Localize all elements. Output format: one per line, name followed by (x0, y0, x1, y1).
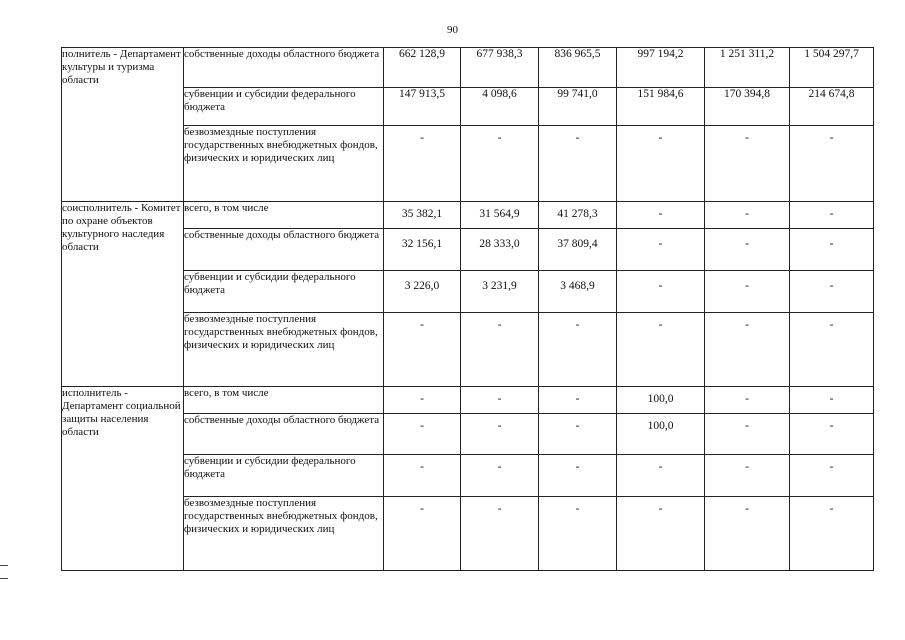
table-row (62, 497, 874, 571)
value-cell: - (539, 313, 617, 387)
value-cell: - (790, 229, 874, 271)
source-cell: всего, в том числе (184, 202, 384, 229)
value-cell: - (790, 414, 874, 455)
value-cell: - (790, 271, 874, 313)
table-row (62, 88, 874, 126)
value-cell: - (617, 202, 705, 229)
value-cell: 662 128,9 (384, 48, 461, 88)
value-cell: - (384, 455, 461, 497)
source-cell: безвозмездные поступления государственных внебюджетных фондов, физических и юридических лиц (184, 497, 384, 571)
value-cell: - (705, 229, 790, 271)
value-cell: - (461, 497, 539, 571)
value-cell: 3 226,0 (384, 271, 461, 313)
table-row (62, 313, 874, 387)
executor-cell: полнитель - Департамент культуры и туризма области (62, 48, 184, 202)
value-cell: - (539, 497, 617, 571)
value-cell: - (705, 414, 790, 455)
source-cell: субвенции и субсидии федерального бюджета (184, 88, 384, 126)
funding-table (61, 47, 874, 571)
value-cell: - (705, 387, 790, 414)
value-cell: - (617, 313, 705, 387)
executor-cell: исполнитель - Департамент социальной защиты населения области (62, 387, 184, 571)
value-cell: - (461, 414, 539, 455)
value-cell: - (790, 313, 874, 387)
value-cell: - (705, 497, 790, 571)
value-cell: - (705, 313, 790, 387)
value-cell: 37 809,4 (539, 229, 617, 271)
table-row (62, 126, 874, 202)
value-cell: 41 278,3 (539, 202, 617, 229)
source-cell: субвенции и субсидии федерального бюджета (184, 455, 384, 497)
value-cell: 3 468,9 (539, 271, 617, 313)
value-cell: - (705, 271, 790, 313)
table-row (62, 387, 874, 414)
value-cell: 1 251 311,2 (705, 48, 790, 88)
value-cell: - (539, 414, 617, 455)
value-cell: 147 913,5 (384, 88, 461, 126)
value-cell: - (617, 229, 705, 271)
value-cell: 35 382,1 (384, 202, 461, 229)
value-cell: - (705, 126, 790, 202)
table-row (62, 414, 874, 455)
value-cell: - (790, 387, 874, 414)
table-row (62, 229, 874, 271)
value-cell: 28 333,0 (461, 229, 539, 271)
source-cell: безвозмездные поступления государственных внебюджетных фондов, физических и юридических лиц (184, 313, 384, 387)
value-cell: - (617, 126, 705, 202)
value-cell: 836 965,5 (539, 48, 617, 88)
value-cell: 3 231,9 (461, 271, 539, 313)
value-cell: - (790, 202, 874, 229)
value-cell: 99 741,0 (539, 88, 617, 126)
source-cell: собственные доходы областного бюджета (184, 229, 384, 271)
source-cell: субвенции и субсидии федерального бюджета (184, 271, 384, 313)
value-cell: 4 098,6 (461, 88, 539, 126)
value-cell: - (705, 455, 790, 497)
value-cell: - (617, 497, 705, 571)
value-cell: - (617, 455, 705, 497)
value-cell: - (705, 202, 790, 229)
value-cell: - (384, 313, 461, 387)
value-cell: - (790, 497, 874, 571)
value-cell: - (461, 387, 539, 414)
value-cell: - (384, 497, 461, 571)
value-cell: - (461, 126, 539, 202)
value-cell: - (384, 414, 461, 455)
page-number: 90 (447, 24, 458, 36)
value-cell: - (790, 455, 874, 497)
source-cell: собственные доходы областного бюджета (184, 414, 384, 455)
value-cell: 170 394,8 (705, 88, 790, 126)
value-cell: - (539, 126, 617, 202)
value-cell: 997 194,2 (617, 48, 705, 88)
value-cell: - (384, 126, 461, 202)
value-cell: - (539, 455, 617, 497)
table-row (62, 271, 874, 313)
source-cell: собственные доходы областного бюджета (184, 48, 384, 88)
value-cell: 32 156,1 (384, 229, 461, 271)
value-cell: 31 564,9 (461, 202, 539, 229)
table-row (62, 455, 874, 497)
margin-mark (0, 565, 8, 566)
value-cell: 214 674,8 (790, 88, 874, 126)
value-cell: - (790, 126, 874, 202)
value-cell: - (539, 387, 617, 414)
value-cell: - (461, 455, 539, 497)
source-cell: безвозмездные поступления государственных внебюджетных фондов, физических и юридических лиц (184, 126, 384, 202)
table-row (62, 202, 874, 229)
value-cell: 1 504 297,7 (790, 48, 874, 88)
value-cell: 677 938,3 (461, 48, 539, 88)
table-row (62, 48, 874, 88)
margin-mark (0, 578, 8, 579)
value-cell: 100,0 (617, 414, 705, 455)
value-cell: - (384, 387, 461, 414)
value-cell: 100,0 (617, 387, 705, 414)
executor-cell: соисполнитель - Комитет по охране объектов культурного наследия области (62, 202, 184, 387)
value-cell: - (617, 271, 705, 313)
value-cell: - (461, 313, 539, 387)
source-cell: всего, в том числе (184, 387, 384, 414)
value-cell: 151 984,6 (617, 88, 705, 126)
